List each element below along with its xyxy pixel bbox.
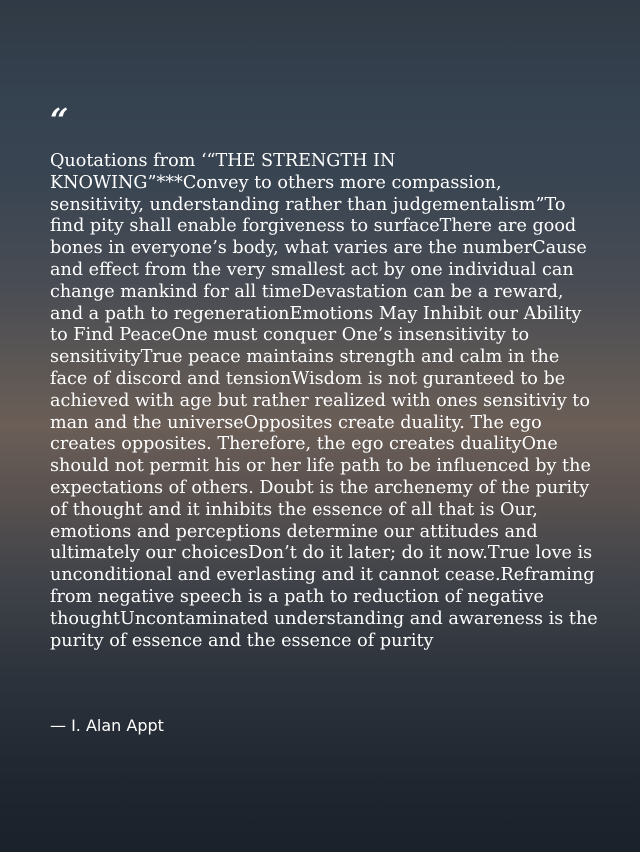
- quote-author: — I. Alan Appt: [50, 716, 164, 735]
- quote-text: Quotations from ‘“THE STRENGTH IN KNOWING”***Convey to others more compassion, sensitivity, understanding rather than judgementalism”To find pity shall enable forgiveness to surfaceThere are good bones in everyone’s body, what varies are the numberCause and effect from the very smallest act by one individual can change mankind for all timeDevastation can be a reward, and a path to regenerationEmotions May Inhibit our Ability to Find PeaceOne must conquer One’s insensitivity to sensitivityTrue peace maintains strength and calm in the face of discord and tensionWisdom is not guranteed to be achieved with age but rather realized with ones sensitiviy to man and the universeOpposites create duality. The ego creates opposites. Therefore, the ego creates dualityOne should not permit his or her life path to be influenced by the expectations of others. Doubt is the archenemy of the purity of thought and it inhibits the essence of all that is Our, emotions and perceptions determine our attitudes and ultimately our choicesDon’t do it later; do it now.True love is unconditional and everlasting and it cannot cease.Reframing from negative speech is a path to reduction of negative thoughtUncontaminated understanding and awareness is the purity of essence and the essence of purity: [50, 151, 598, 651]
- quote-mark: “: [50, 101, 69, 139]
